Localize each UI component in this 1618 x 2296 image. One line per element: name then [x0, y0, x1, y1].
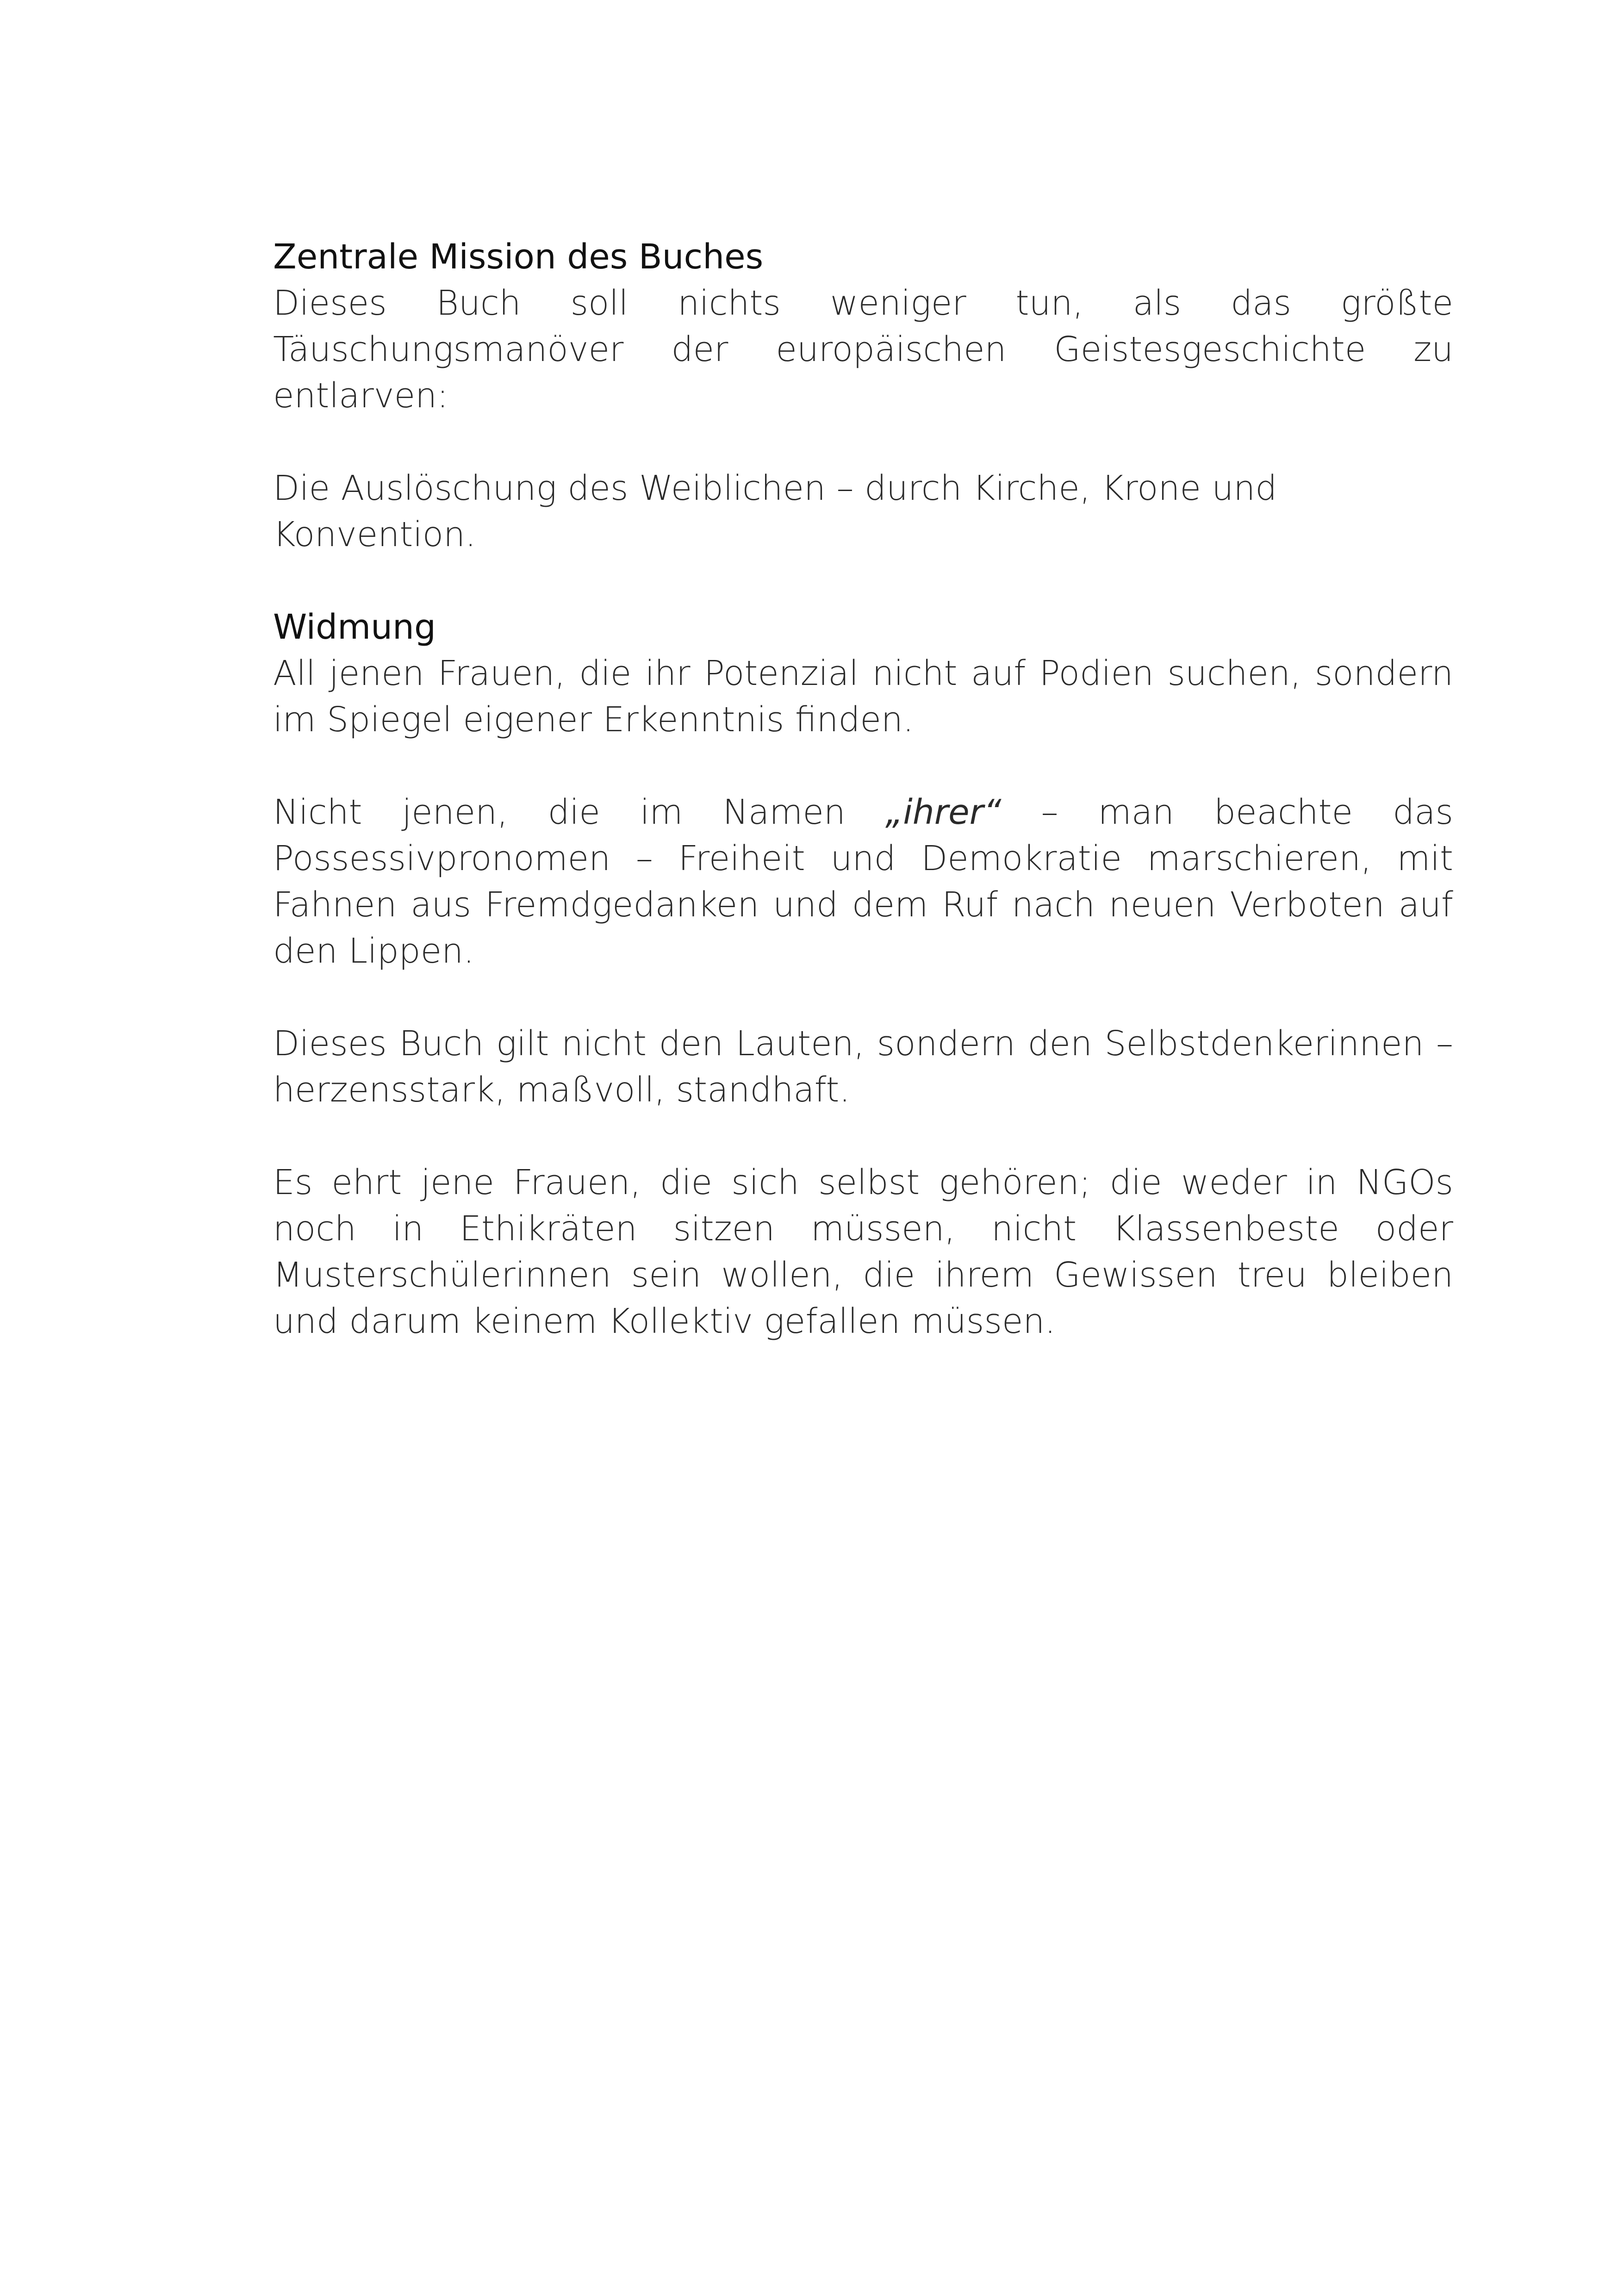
page-content: [273, 234, 1453, 1344]
dedication-paragraph: All jenen Frauen, die ihr Potenzial nicht auf Podien suchen, sondern im Spiegel eigener Erkenntnis finden.: [273, 653, 1453, 740]
mission-heading: Zentrale Mission des Buches: [273, 237, 764, 277]
dedication-text: – man beachte das Possessivpronomen – Freiheit und Demokratie marschieren, mit Fahnen aus Fremdgedanken und dem Ruf nach neuen Verboten auf den Lippen.: [273, 792, 1453, 971]
dedication-heading: Widmung: [273, 607, 436, 647]
mission-paragraph: Dieses Buch soll nichts weniger tun, als das größte Täuschungsmanöver der europäischen Geistesgeschichte zu entlarven:: [273, 283, 1453, 416]
paragraph-spacer: [273, 1113, 1453, 1159]
paragraph-spacer: [273, 974, 1453, 1020]
dedication-text: Nicht jenen, die im Namen: [273, 792, 885, 832]
section-spacer: [273, 558, 1453, 604]
paragraph-spacer: [273, 743, 1453, 789]
dedication-paragraph: [273, 789, 1453, 974]
dedication-paragraph: Es ehrt jene Frauen, die sich selbst gehören; die weder in NGOs noch in Ethikräten sitzen müssen, nicht Klassenbeste oder Musterschülerinnen sein wollen, die ihrem Gewissen treu bleiben und darum keinem Kollektiv gefallen müssen.: [273, 1163, 1453, 1341]
paragraph-spacer: [273, 419, 1453, 465]
mission-statement: Die Auslöschung des Weiblichen – durch Kirche, Krone und Konvention.: [273, 468, 1277, 554]
dedication-paragraph: Dieses Buch gilt nicht den Lauten, sondern den Selbstdenkerinnen – herzensstark, maßvoll, standhaft.: [273, 1024, 1453, 1110]
dedication-italic-text: „ihrer“: [885, 792, 1002, 832]
